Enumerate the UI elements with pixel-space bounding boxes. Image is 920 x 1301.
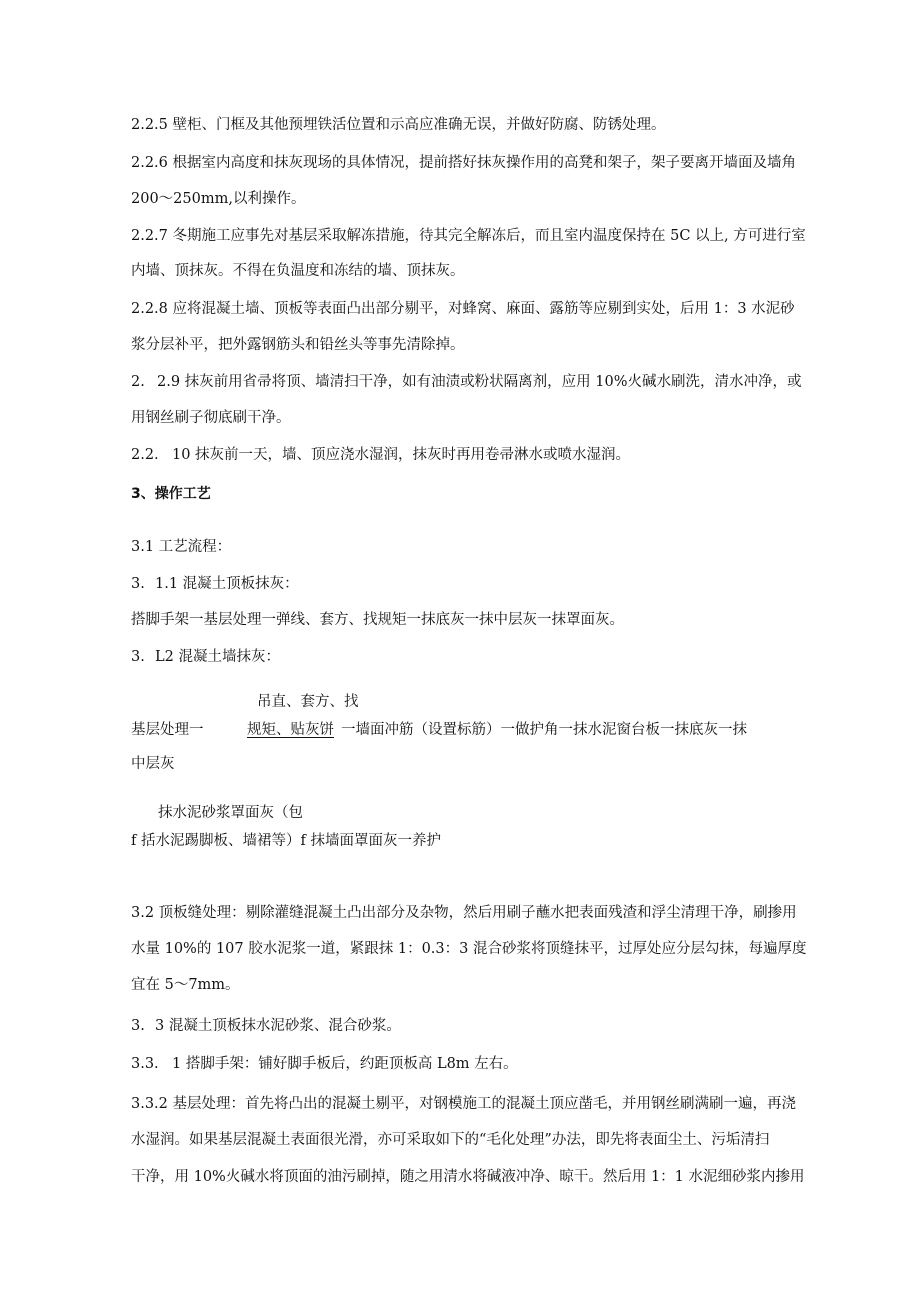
flow-wall-upper-note: 吊直、套方、找	[257, 694, 359, 710]
para-2-2-9-line1: 2.9 抹灰前用省帚将顶、墙清扫干净，如有油渍或粉状隔离剂，应用 10%火碱水刷洗，清水冲净，或	[157, 374, 802, 390]
para-2-2-9-prefix: 2.	[131, 374, 145, 390]
para-2-2-9-line2: 用钢丝刷子彻底刷干净。	[131, 410, 291, 426]
para-3-3-1-prefix: 3.3.	[131, 1056, 159, 1072]
para-3-1-2-title: L2 混凝土墙抹灰：	[155, 649, 280, 665]
para-2-2-8-line1: 2.2.8 应将混凝土墙、顶板等表面凸出部分剔平，对蜂窝、麻面、露筋等应剔到实处，后用 1：3 水泥砂	[131, 301, 795, 317]
para-3-1-1-prefix: 3.	[131, 576, 145, 592]
flow-wall-branch-line2: f 括水泥踢脚板、墙裙等）f 抹墙面罩面灰一养护	[131, 833, 441, 849]
flow-wall-middle: 一墙面冲筋（设置标筋）一做护角一抹水泥窗台板一抹底灰一抹	[341, 722, 747, 738]
para-2-2-7-line1: 2.2.7 冬期施工应事先对基层采取解冻措施，待其完全解冻后，而且室内温度保持在 5C 以上, 方可进行室	[131, 228, 806, 244]
para-3-3-1-text: 1 搭脚手架：铺好脚手板后，约距顶板高 L8m 左右。	[172, 1056, 518, 1072]
para-3-2-line1: 3.2 顶板缝处理：剔除灌缝混凝土凸出部分及杂物，然后用刷子蘸水把表面残渣和浮尘清理干净，刷掺用	[131, 905, 797, 921]
para-3-2-line2: 水量 10%的 107 胶水泥浆一道，紧跟抹 1：0.3：3 混合砂浆将顶缝抹平，过厚处应分层勾抹，每遍厚度	[131, 941, 807, 957]
para-2-2-6-line2: 200～250mm,以利操作。	[131, 191, 306, 207]
para-2-2-10-prefix: 2.2.	[131, 447, 159, 463]
flow-wall-underlined: 规矩、贴灰饼	[247, 722, 334, 738]
para-3-1: 3.1 工艺流程：	[131, 539, 232, 555]
flow-wall-end: 中层灰	[131, 756, 175, 772]
para-2-2-8-line2: 浆分层补平，把外露钢筋头和铅丝头等事先清除掉。	[131, 337, 465, 353]
para-3-2-line3: 宜在 5～7mm。	[131, 977, 240, 993]
para-2-2-7-line2: 内墙、顶抹灰。不得在负温度和冻结的墙、顶抹灰。	[131, 263, 465, 279]
para-2-2-10-text: 10 抹灰前一天，墙、顶应浇水湿润，抹灰时再用卷帚淋水或喷水湿润。	[172, 447, 631, 463]
para-3-3-title: 3 混凝土顶板抹水泥砂浆、混合砂浆。	[155, 1018, 401, 1034]
para-3-1-1-title: 1.1 混凝土顶板抹灰：	[155, 576, 299, 592]
flow-ceiling-plastering: 搭脚手架一基层处理一弹线、套方、找规矩一抹底灰一抹中层灰一抹罩面灰。	[131, 612, 624, 628]
flow-wall-start: 基层处理一	[131, 722, 204, 738]
para-3-3-2-line2: 水湿润。如果基层混凝土表面很光滑，亦可采取如下的“毛化处理”办法，即先将表面尘土、污垢清扫	[131, 1132, 770, 1148]
para-3-3-2-line1: 3.3.2 基层处理：首先将凸出的混凝土剔平，对钢模施工的混凝土顶应凿毛，并用钢丝刷满刷一遍，再浇	[131, 1096, 796, 1112]
flow-wall-branch-line1: 抹水泥砂浆罩面灰（包	[158, 805, 303, 821]
para-2-2-6-line1: 2.2.6 根据室内高度和抹灰现场的具体情况，提前搭好抹灰操作用的高凳和架子，架子要离开墙面及墙角	[131, 155, 796, 171]
para-3-1-2-prefix: 3.	[131, 649, 145, 665]
para-2-2-5: 2.2.5 壁柜、门框及其他预埋铁活位置和示高应准确无误，并做好防腐、防锈处理。	[131, 117, 666, 133]
para-3-3-2-line3: 干净，用 10%火碱水将顶面的油污刷掉，随之用清水将碱液冲净、晾干。然后用 1：1 水泥细砂浆内掺用	[131, 1169, 805, 1185]
section-heading-3: 3、操作工艺	[131, 486, 211, 502]
para-3-3-prefix: 3.	[131, 1018, 145, 1034]
